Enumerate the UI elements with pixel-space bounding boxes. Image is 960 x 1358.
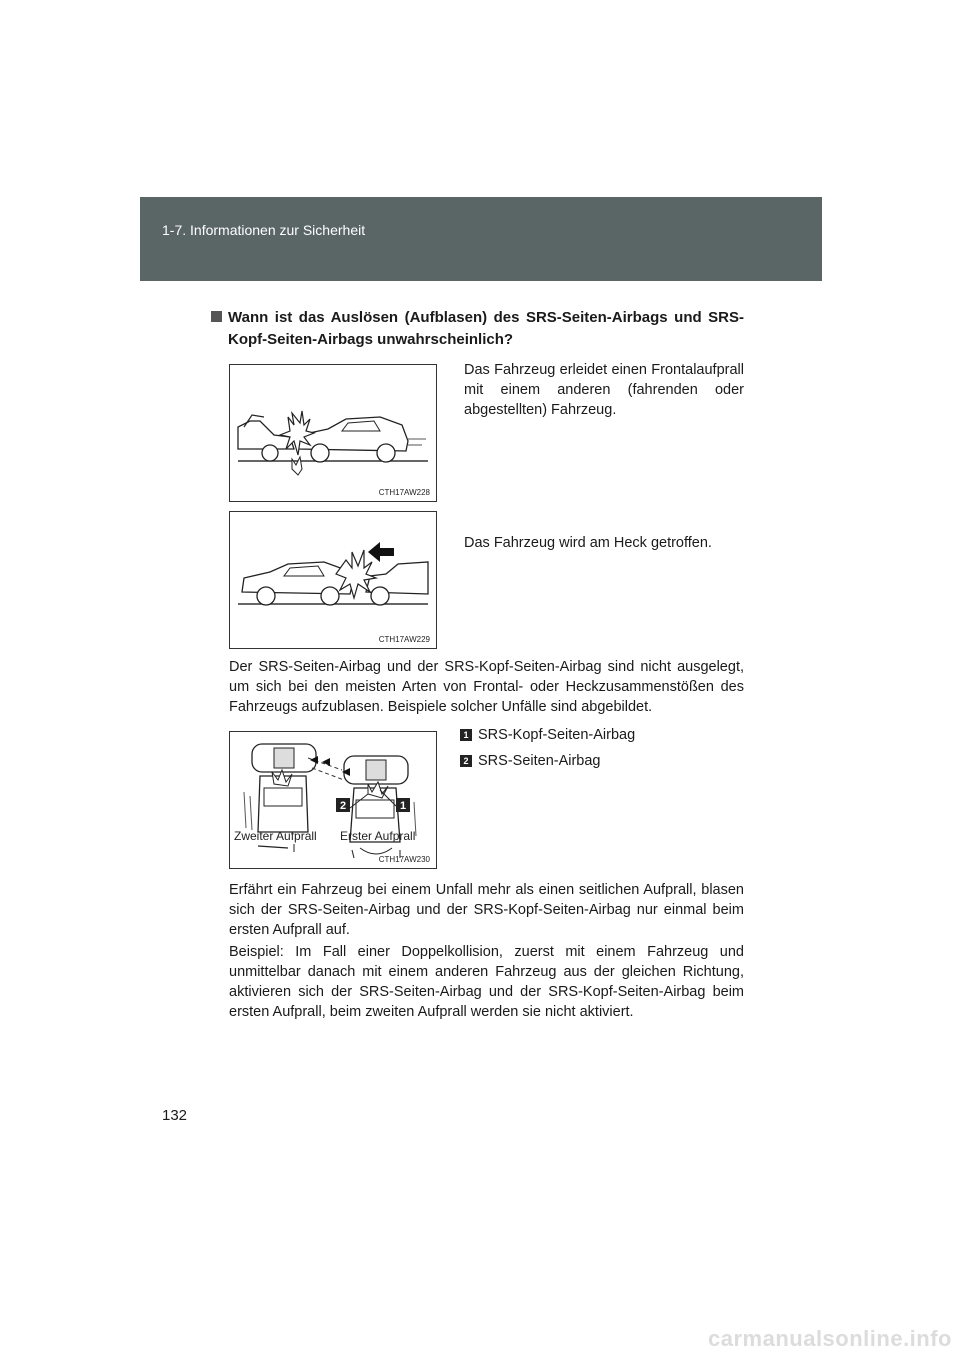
figure-code: CTH17AW228 [378, 488, 430, 497]
legend-text: SRS-Kopf-Seiten-Airbag [478, 727, 636, 743]
legend-item [460, 753, 601, 769]
figure-side-collision [229, 731, 437, 869]
footer-watermark: carmanualsonline.info [708, 1326, 952, 1351]
legend-item [460, 727, 635, 743]
figure-rear-collision [229, 511, 437, 649]
paragraph: Erfährt ein Fahrzeug bei einem Unfall mehr als einen seitlichen Aufprall, blasen sich der SRS-Seiten-Airbag und der SRS-Kopf-Seiten-Airbag nur einmal beim ersten Aufprall auf. [229, 882, 744, 938]
section-header [140, 197, 822, 281]
frontal-collision-illustration [230, 365, 436, 501]
side-collision-illustration [230, 732, 436, 868]
square-bullet-icon [211, 311, 222, 322]
figure-code: CTH17AW230 [378, 855, 430, 864]
paragraph: Beispiel: Im Fall einer Doppelkollision, zuerst mit einem Fahrzeug und unmittelbar danach mit einem anderen Fahrzeug aus der gleichen Richtung, aktivieren sich der SRS-Seiten-Airbag und der SRS-Kopf-Seiten-Airbag beim ersten Aufprall, beim zweiten Aufprall werden sie nicht aktiviert. [229, 944, 744, 1020]
section-title: 1-7. Informationen zur Sicherheit [162, 222, 366, 238]
figure-caption: Das Fahrzeug erleidet einen Frontalaufprall mit einem anderen (fahrenden oder abgestellten) Fahrzeug. [464, 362, 744, 418]
rear-collision-illustration [230, 512, 436, 648]
legend-number: 2 [460, 755, 472, 767]
figure-frontal-collision [229, 364, 437, 502]
figure-code: CTH17AW229 [378, 635, 430, 644]
label-first-impact: Erster Aufprall [340, 829, 416, 843]
callout-2: 2 [339, 800, 347, 812]
heading-text: Wann ist das Auslösen (Aufblasen) des SRS-Seiten-Airbags und SRS-Kopf-Seiten-Airbags unwahrscheinlich? [228, 309, 744, 348]
figure-caption: Das Fahrzeug wird am Heck getroffen. [464, 535, 712, 551]
page-number: 132 [162, 1107, 188, 1124]
subsection-heading [214, 307, 744, 351]
legend-number: 1 [460, 729, 472, 741]
paragraph: Der SRS-Seiten-Airbag und der SRS-Kopf-Seiten-Airbag sind nicht ausgelegt, um sich bei den meisten Arten von Frontal- oder Heckzusammenstößen des Fahrzeugs aufzublasen. Beispiele solcher Unfälle sind abgebildet. [229, 659, 744, 715]
callout-1: 1 [399, 800, 407, 812]
legend-text: SRS-Seiten-Airbag [478, 753, 601, 769]
label-second-impact: Zweiter Aufprall [234, 829, 317, 843]
